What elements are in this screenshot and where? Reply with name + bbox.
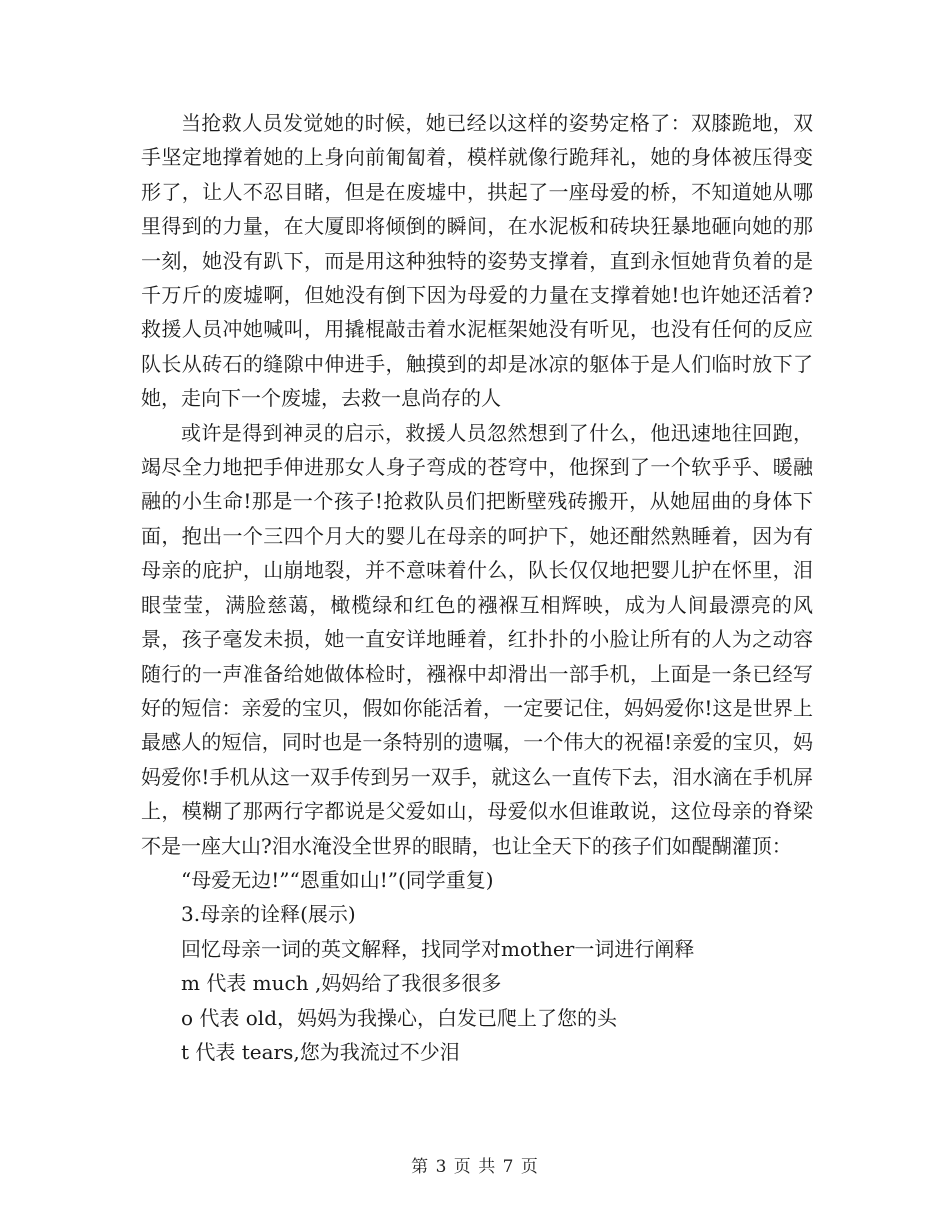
page-footer: 第 3 页 共 7 页 bbox=[411, 1157, 539, 1177]
paragraph-rescue: 当抢救人员发觉她的时候，她已经以这样的姿势定格了：双膝跪地，双手坚定地撑着她的上身向前匍匐着，模样就像行跪拜礼，她的身体被压得变形了，让人不忍目睹，但是在废墟中，拱起了一座母爱的桥，不知道她从哪里得到的力量，在大厦即将倾倒的瞬间，在水泥板和砖块狂暴地砸向她的那一刻，她没有趴下，而是用这种独特的姿势支撑着，直到永恒她背负着的是千万斤的废墟啊，但她没有倒下因为母爱的力量在支撑着她!也许她还活着?救援人员冲她喊叫，用撬棍敲击着水泥框架她没有听见，也没有任何的反应队长从砖石的缝隙中伸进手，触摸到的却是冰凉的躯体于是人们临时放下了她，走向下一个废墟，去救一息尚存的人 bbox=[141, 111, 813, 411]
document-body bbox=[141, 106, 813, 1069]
line-chant: “母爱无边!”“恩重如山!”(同学重复) bbox=[181, 867, 494, 892]
line-letter-o: o 代表 old，妈妈为我操心，白发已爬上了您的头 bbox=[181, 1005, 617, 1030]
line-letter-t: t 代表 tears,您为我流过不少泪 bbox=[181, 1039, 460, 1064]
line-section-heading: 3.母亲的诠释(展示) bbox=[181, 902, 356, 927]
line-letter-m: m 代表 much ,妈妈给了我很多很多 bbox=[181, 971, 502, 996]
paragraph-baby: 或许是得到神灵的启示，救援人员忽然想到了什么，他迅速地往回跑，竭尽全力地把手伸进那女人身子弯成的苍穹中，他探到了一个软乎乎、暖融融的小生命!那是一个孩子!抢救队员们把断壁残砖搬开，从她屈曲的身体下面，抱出一个三四个月大的婴儿在母亲的呵护下，她还酣然熟睡着，因为有母亲的庇护，山崩地裂，并不意味着什么，队长仅仅地把婴儿护在怀里，泪眼莹莹，满脸慈蔼，橄榄绿和红色的襁褓互相辉映，成为人间最漂亮的风景，孩子毫发未损，她一直安详地睡着，红扑扑的小脸让所有的人为之动容随行的一声准备给她做体检时，襁褓中却滑出一部手机，上面是一条已经写好的短信：亲爱的宝贝，假如你能活着，一定要记住，妈妈爱你!这是世界上最感人的短信，同时也是一条特别的遗嘱，一个伟大的祝福!亲爱的宝贝，妈妈爱你!手机从这一双手传到另一双手，就这么一直传下去，泪水滴在手机屏上，模糊了那两行字都说是父爱如山，母爱似水但谁敢说，这位母亲的脊梁不是一座大山?泪水淹没全世界的眼睛，也让全天下的孩子们如醍醐灌顶： bbox=[141, 420, 813, 858]
line-mother-intro: 回忆母亲一词的英文解释，找同学对mother一词进行阐释 bbox=[181, 936, 695, 961]
